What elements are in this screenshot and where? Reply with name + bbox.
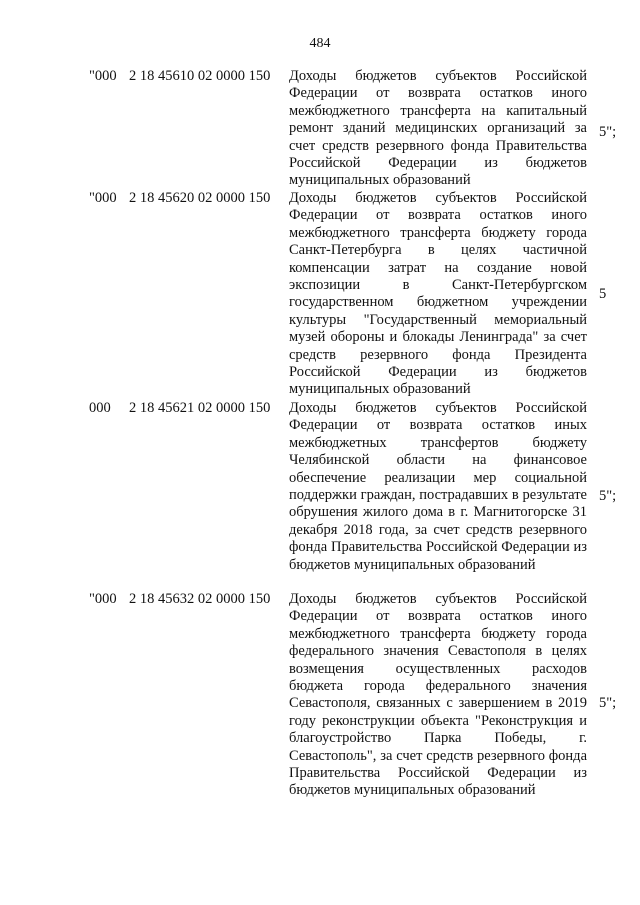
row-description: Доходы бюджетов субъектов Российской Федерации от возврата остатков иного межбюджетного трансферта на капитальный ремонт зданий медицинских организаций за счет средств резервного фонда Правительства Российской Федерации из бюджетов муниципальных образований: [289, 68, 587, 189]
page-number: 484: [309, 36, 331, 51]
row-description: Доходы бюджетов субъектов Российской Федерации от возврата остатков иных межбюджетных трансфертов бюджету Челябинской области на финансовое обеспечение реализации мер социальной поддержки граждан, пострадавших в результате обрушения жилого дома в г. Магнитогорске 31 декабря 2018 года, за счет средств резервного фонда Правительства Российской Федерации из бюджетов муниципальных образований: [289, 400, 587, 573]
classification-code: 2 18 45610 02 0000 150: [129, 68, 271, 84]
classification-code: 2 18 45620 02 0000 150: [129, 190, 271, 206]
row-suffix: 5";: [599, 695, 617, 711]
classification-code: 2 18 45632 02 0000 150: [129, 591, 271, 607]
row-prefix: "000: [89, 68, 117, 84]
row-suffix: 5";: [599, 124, 617, 140]
row-prefix: "000: [89, 591, 117, 607]
row-suffix: 5";: [599, 488, 617, 504]
classification-code: 2 18 45621 02 0000 150: [129, 400, 271, 416]
row-prefix: "000: [89, 190, 117, 206]
row-prefix: 000: [89, 400, 111, 416]
row-description: Доходы бюджетов субъектов Российской Федерации от возврата остатков иного межбюджетного трансферта бюджету города федерального значения Севастополя в целях возмещения осуществленных расходов бюджета города федерального значения Севастополя, связанных с завершением в 2019 году реконструкции объекта "Реконструкция и благоустройство Парка Победы, г. Севастополь", за счет средств резервного фонда Правительства Российской Федерации из бюджетов муниципальных образований: [289, 591, 587, 799]
row-description: Доходы бюджетов субъектов Российской Федерации от возврата остатков иного межбюджетного трансферта бюджету города Санкт-Петербурга в целях частичной компенсации затрат на создание новой экспозиции в Санкт-Петербургском государственном бюджетном учреждении культуры "Государственный мемориальный музей обороны и блокады Ленинграда" за счет средств резервного фонда Президента Российской Федерации из бюджетов муниципальных образований: [289, 190, 587, 398]
row-suffix: 5: [599, 286, 607, 302]
